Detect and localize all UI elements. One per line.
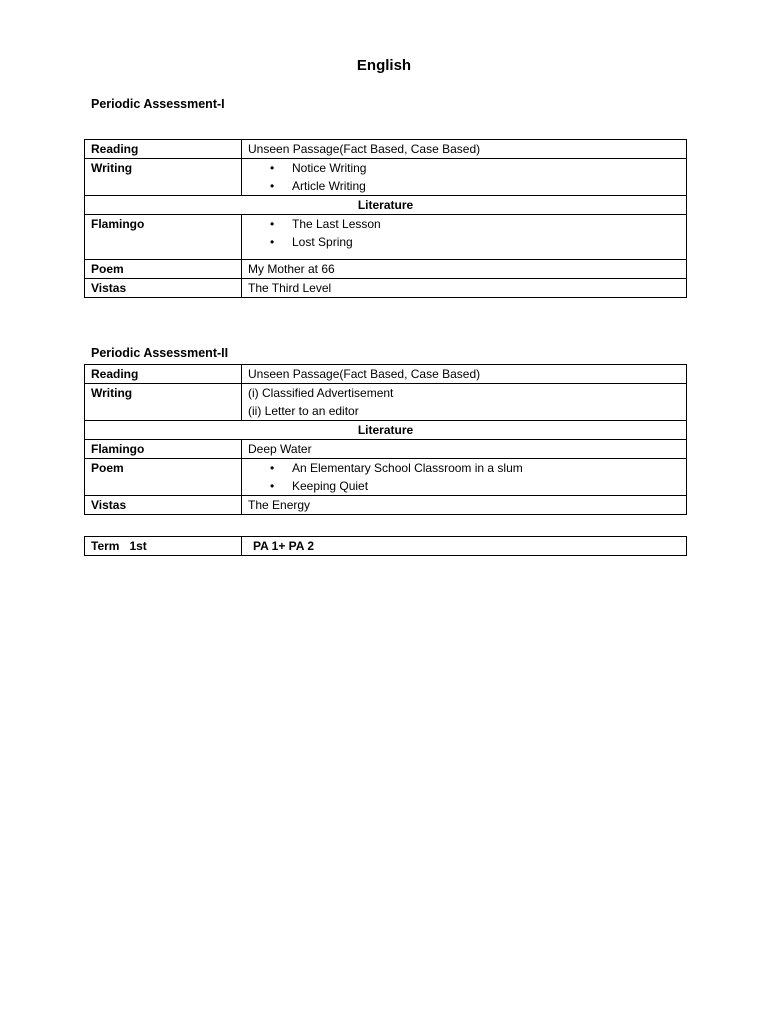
pa1-poem-value: My Mother at 66 <box>242 260 687 279</box>
list-item: • Lost Spring <box>292 233 680 251</box>
document-title: English <box>356 57 412 74</box>
pa1-writing-list <box>248 159 680 195</box>
pa2-poem-list <box>248 459 680 495</box>
pa2-reading-row <box>85 365 687 384</box>
term-table <box>84 536 687 556</box>
pa2-poem-row <box>85 459 687 496</box>
pa1-poem-row <box>85 260 687 279</box>
pa2-poem-cell <box>242 459 687 496</box>
pa1-vistas-value: The Third Level <box>242 279 687 298</box>
pa2-flamingo-value: Deep Water <box>242 440 687 459</box>
pa2-heading: Periodic Assessment-II <box>91 346 229 360</box>
pa1-poem-label: Poem <box>85 260 242 279</box>
pa1-flamingo-cell <box>242 215 687 260</box>
pa1-literature-row <box>85 196 687 215</box>
pa2-literature-row <box>85 421 687 440</box>
pa1-reading-row <box>85 140 687 159</box>
list-item: • Notice Writing <box>292 159 680 177</box>
pa1-writing-label: Writing <box>85 159 242 196</box>
pa2-reading-value: Unseen Passage(Fact Based, Case Based) <box>242 365 687 384</box>
pa1-writing-cell <box>242 159 687 196</box>
pa2-vistas-value: The Energy <box>242 496 687 515</box>
pa2-writing-cell <box>242 384 687 421</box>
pa2-poem-label: Poem <box>85 459 242 496</box>
pa2-flamingo-label: Flamingo <box>85 440 242 459</box>
list-item: • The Last Lesson <box>292 215 680 233</box>
term-row <box>85 537 687 556</box>
pa2-vistas-row <box>85 496 687 515</box>
pa1-vistas-label: Vistas <box>85 279 242 298</box>
pa2-flamingo-row <box>85 440 687 459</box>
pa2-writing-item: (ii) Letter to an editor <box>248 404 359 418</box>
pa1-flamingo-label: Flamingo <box>85 215 242 260</box>
list-item: • An Elementary School Classroom in a slum <box>292 459 680 477</box>
pa1-vistas-row <box>85 279 687 298</box>
term-label: Term 1st <box>85 537 242 556</box>
pa1-reading-label: Reading <box>85 140 242 159</box>
pa1-literature-header: Literature <box>85 196 687 215</box>
pa2-writing-row <box>85 384 687 421</box>
list-item: • Article Writing <box>292 177 680 195</box>
pa2-writing-label: Writing <box>85 384 242 421</box>
pa1-table <box>84 139 687 298</box>
list-item: • Keeping Quiet <box>292 477 680 495</box>
pa2-table <box>84 364 687 515</box>
pa2-writing-item: (i) Classified Advertisement <box>248 386 394 400</box>
pa1-flamingo-row <box>85 215 687 260</box>
pa1-reading-value: Unseen Passage(Fact Based, Case Based) <box>242 140 687 159</box>
pa1-flamingo-list <box>248 215 680 251</box>
pa1-writing-row <box>85 159 687 196</box>
term-value: PA 1+ PA 2 <box>242 537 687 556</box>
pa2-vistas-label: Vistas <box>85 496 242 515</box>
pa1-heading: Periodic Assessment-I <box>91 97 225 111</box>
pa2-reading-label: Reading <box>85 365 242 384</box>
pa2-literature-header: Literature <box>85 421 687 440</box>
